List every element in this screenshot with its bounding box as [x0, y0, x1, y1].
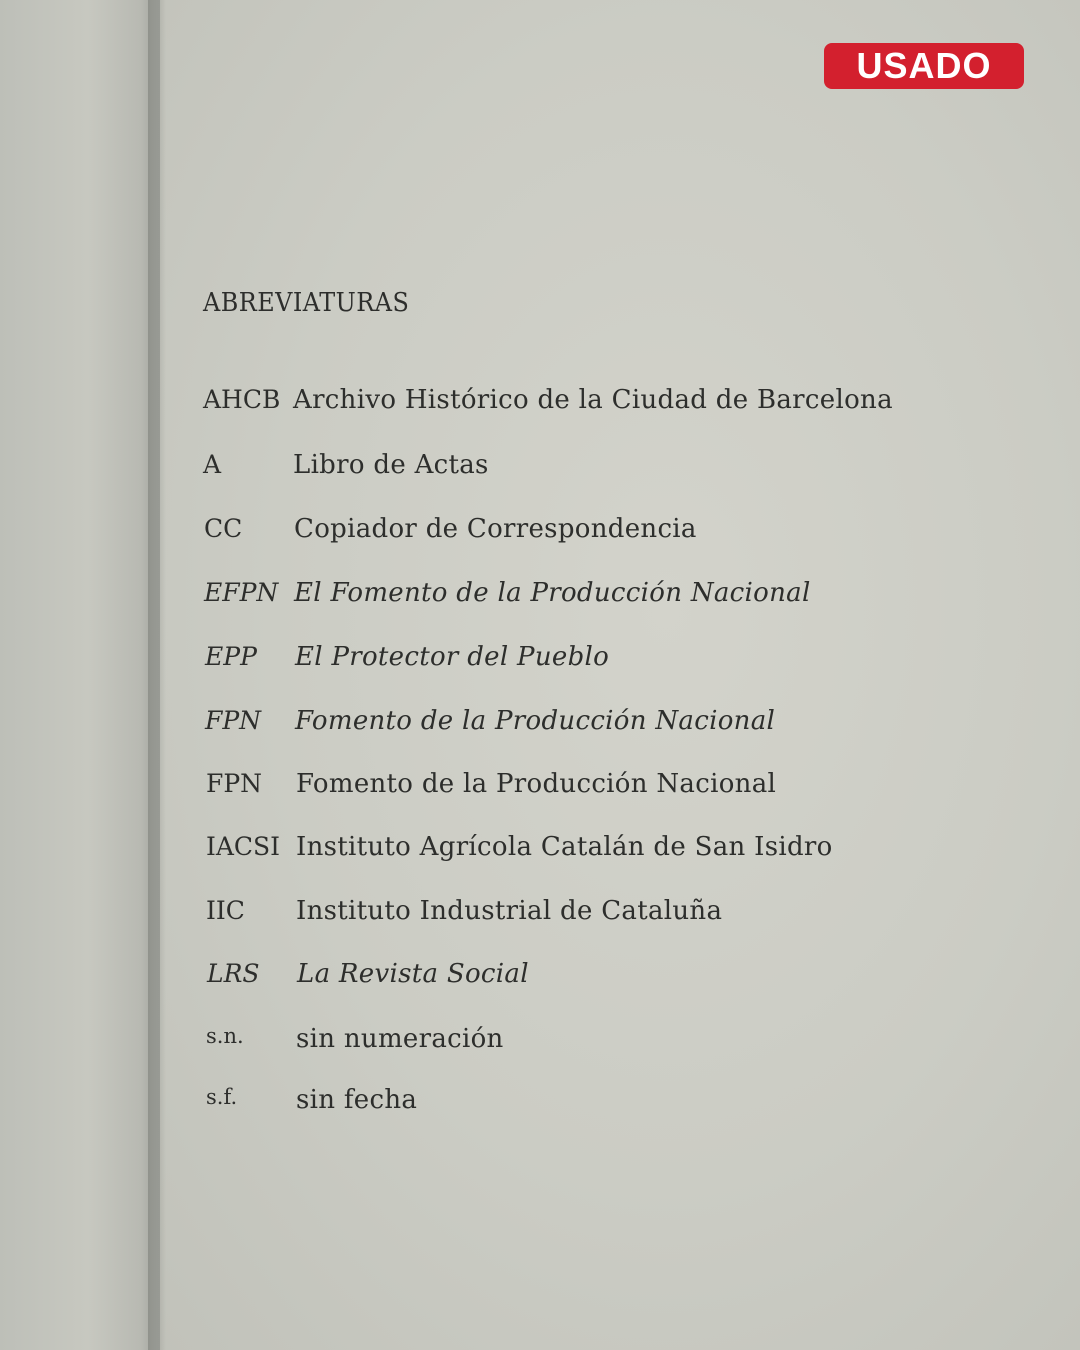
abbreviation: AHCB [203, 385, 281, 414]
abbreviation: FPN [205, 706, 262, 735]
abbreviation: LRS [207, 959, 260, 988]
abbreviation: A [203, 450, 222, 479]
abbreviation: IIC [206, 896, 245, 925]
abbreviation-meaning: Libro de Actas [293, 450, 489, 480]
used-badge: USADO [824, 43, 1024, 89]
abbreviation-meaning: Fomento de la Producción Nacional [295, 706, 776, 736]
abbreviation: IACSI [206, 832, 281, 861]
abbreviation-meaning: sin numeración [296, 1024, 504, 1054]
abbreviation-meaning: sin fecha [296, 1085, 418, 1115]
abbreviation-meaning: Instituto Agrícola Catalán de San Isidro [296, 832, 833, 862]
abbreviation-meaning: El Fomento de la Producción Nacional [294, 578, 811, 608]
abbreviation: CC [204, 514, 243, 543]
abbreviation: s.f. [206, 1085, 238, 1109]
abbreviation: EPP [205, 642, 257, 671]
page-title: ABREVIATURAS [203, 288, 410, 318]
abbreviation-meaning: Instituto Industrial de Cataluña [296, 896, 723, 926]
abbreviation-meaning: Copiador de Correspondencia [294, 514, 697, 544]
abbreviation-meaning: La Revista Social [297, 959, 529, 989]
abbreviation-meaning: Fomento de la Producción Nacional [296, 769, 777, 799]
abbreviation-meaning: El Protector del Pueblo [295, 642, 610, 672]
abbreviation: s.n. [206, 1024, 244, 1048]
abbreviation: EFPN [204, 578, 279, 607]
abbreviation: FPN [206, 769, 263, 798]
abbreviation-meaning: Archivo Histórico de la Ciudad de Barcelona [293, 385, 893, 415]
